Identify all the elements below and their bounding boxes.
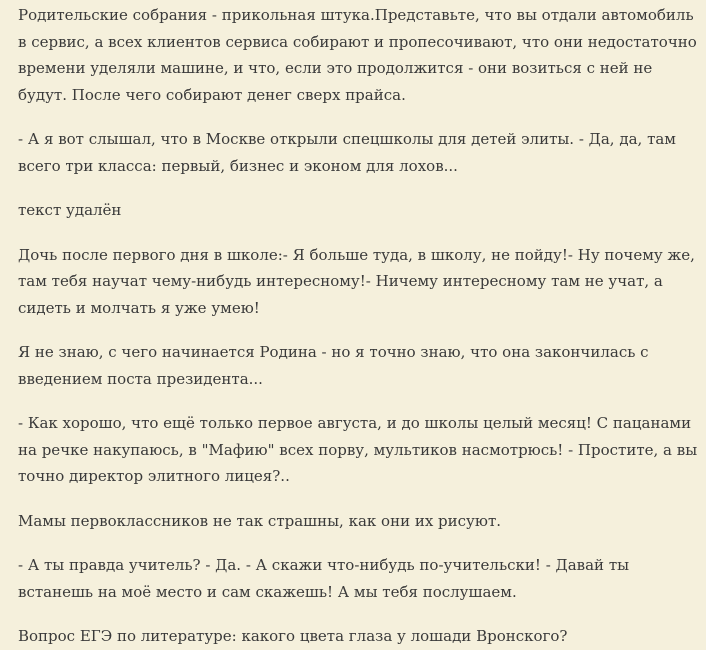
joke-entry-first-graders-moms: Мамы первоклассников не так страшны, как они их рисуют. (18, 511, 502, 530)
joke-entry-first-day: Дочь после первого дня в школе:- Я больше туда, в школу, не пойду!- Ну почему же, там тебя научат чему-нибудь интересному!- Ничему интересному там не учат, а сидеть и молчать я уже умею! (18, 245, 695, 317)
joke-entry-elite-schools: - А я вот слышал, что в Москве открыли спецшколы для детей элиты. - Да, да, там всего три класса: первый, бизнес и эконом для лохов... (18, 130, 676, 175)
joke-entry-motherland: Я не знаю, с чего начинается Родина - но я точно знаю, что она закончилась с введением поста президента... (18, 343, 649, 388)
deleted-text-notice: текст удалён (18, 201, 122, 219)
joke-entry-lyceum-director: - Как хорошо, что ещё только первое августа, и до школы целый месяц! С пацанами на речке накупаюсь, в "Мафию" всех порву, мультиков насмотрюсь! - Простите, а вы точно директор элитного лицея?.. (18, 414, 698, 485)
joke-entry-exam-question: Вопрос ЕГЭ по литературе: какого цвета глаза у лошади Вронского? (18, 627, 568, 645)
joke-entry-parent-meetings: Родительские собрания - прикольная штука.Представьте, что вы отдали автомобиль в сервис, а всех клиентов сервиса собирают и пропесочивают, что они недостаточно времени уделяли машине, и что, если это продолжится - они возиться с ней не будут. После чего собирают денег сверх прайса. (18, 6, 697, 104)
joke-entry-teacher: - А ты правда учитель? - Да. - А скажи что-нибудь по-учительски! - Давай ты встанешь на моё место и сам скажешь! А мы тебя послушаем. (18, 556, 630, 601)
